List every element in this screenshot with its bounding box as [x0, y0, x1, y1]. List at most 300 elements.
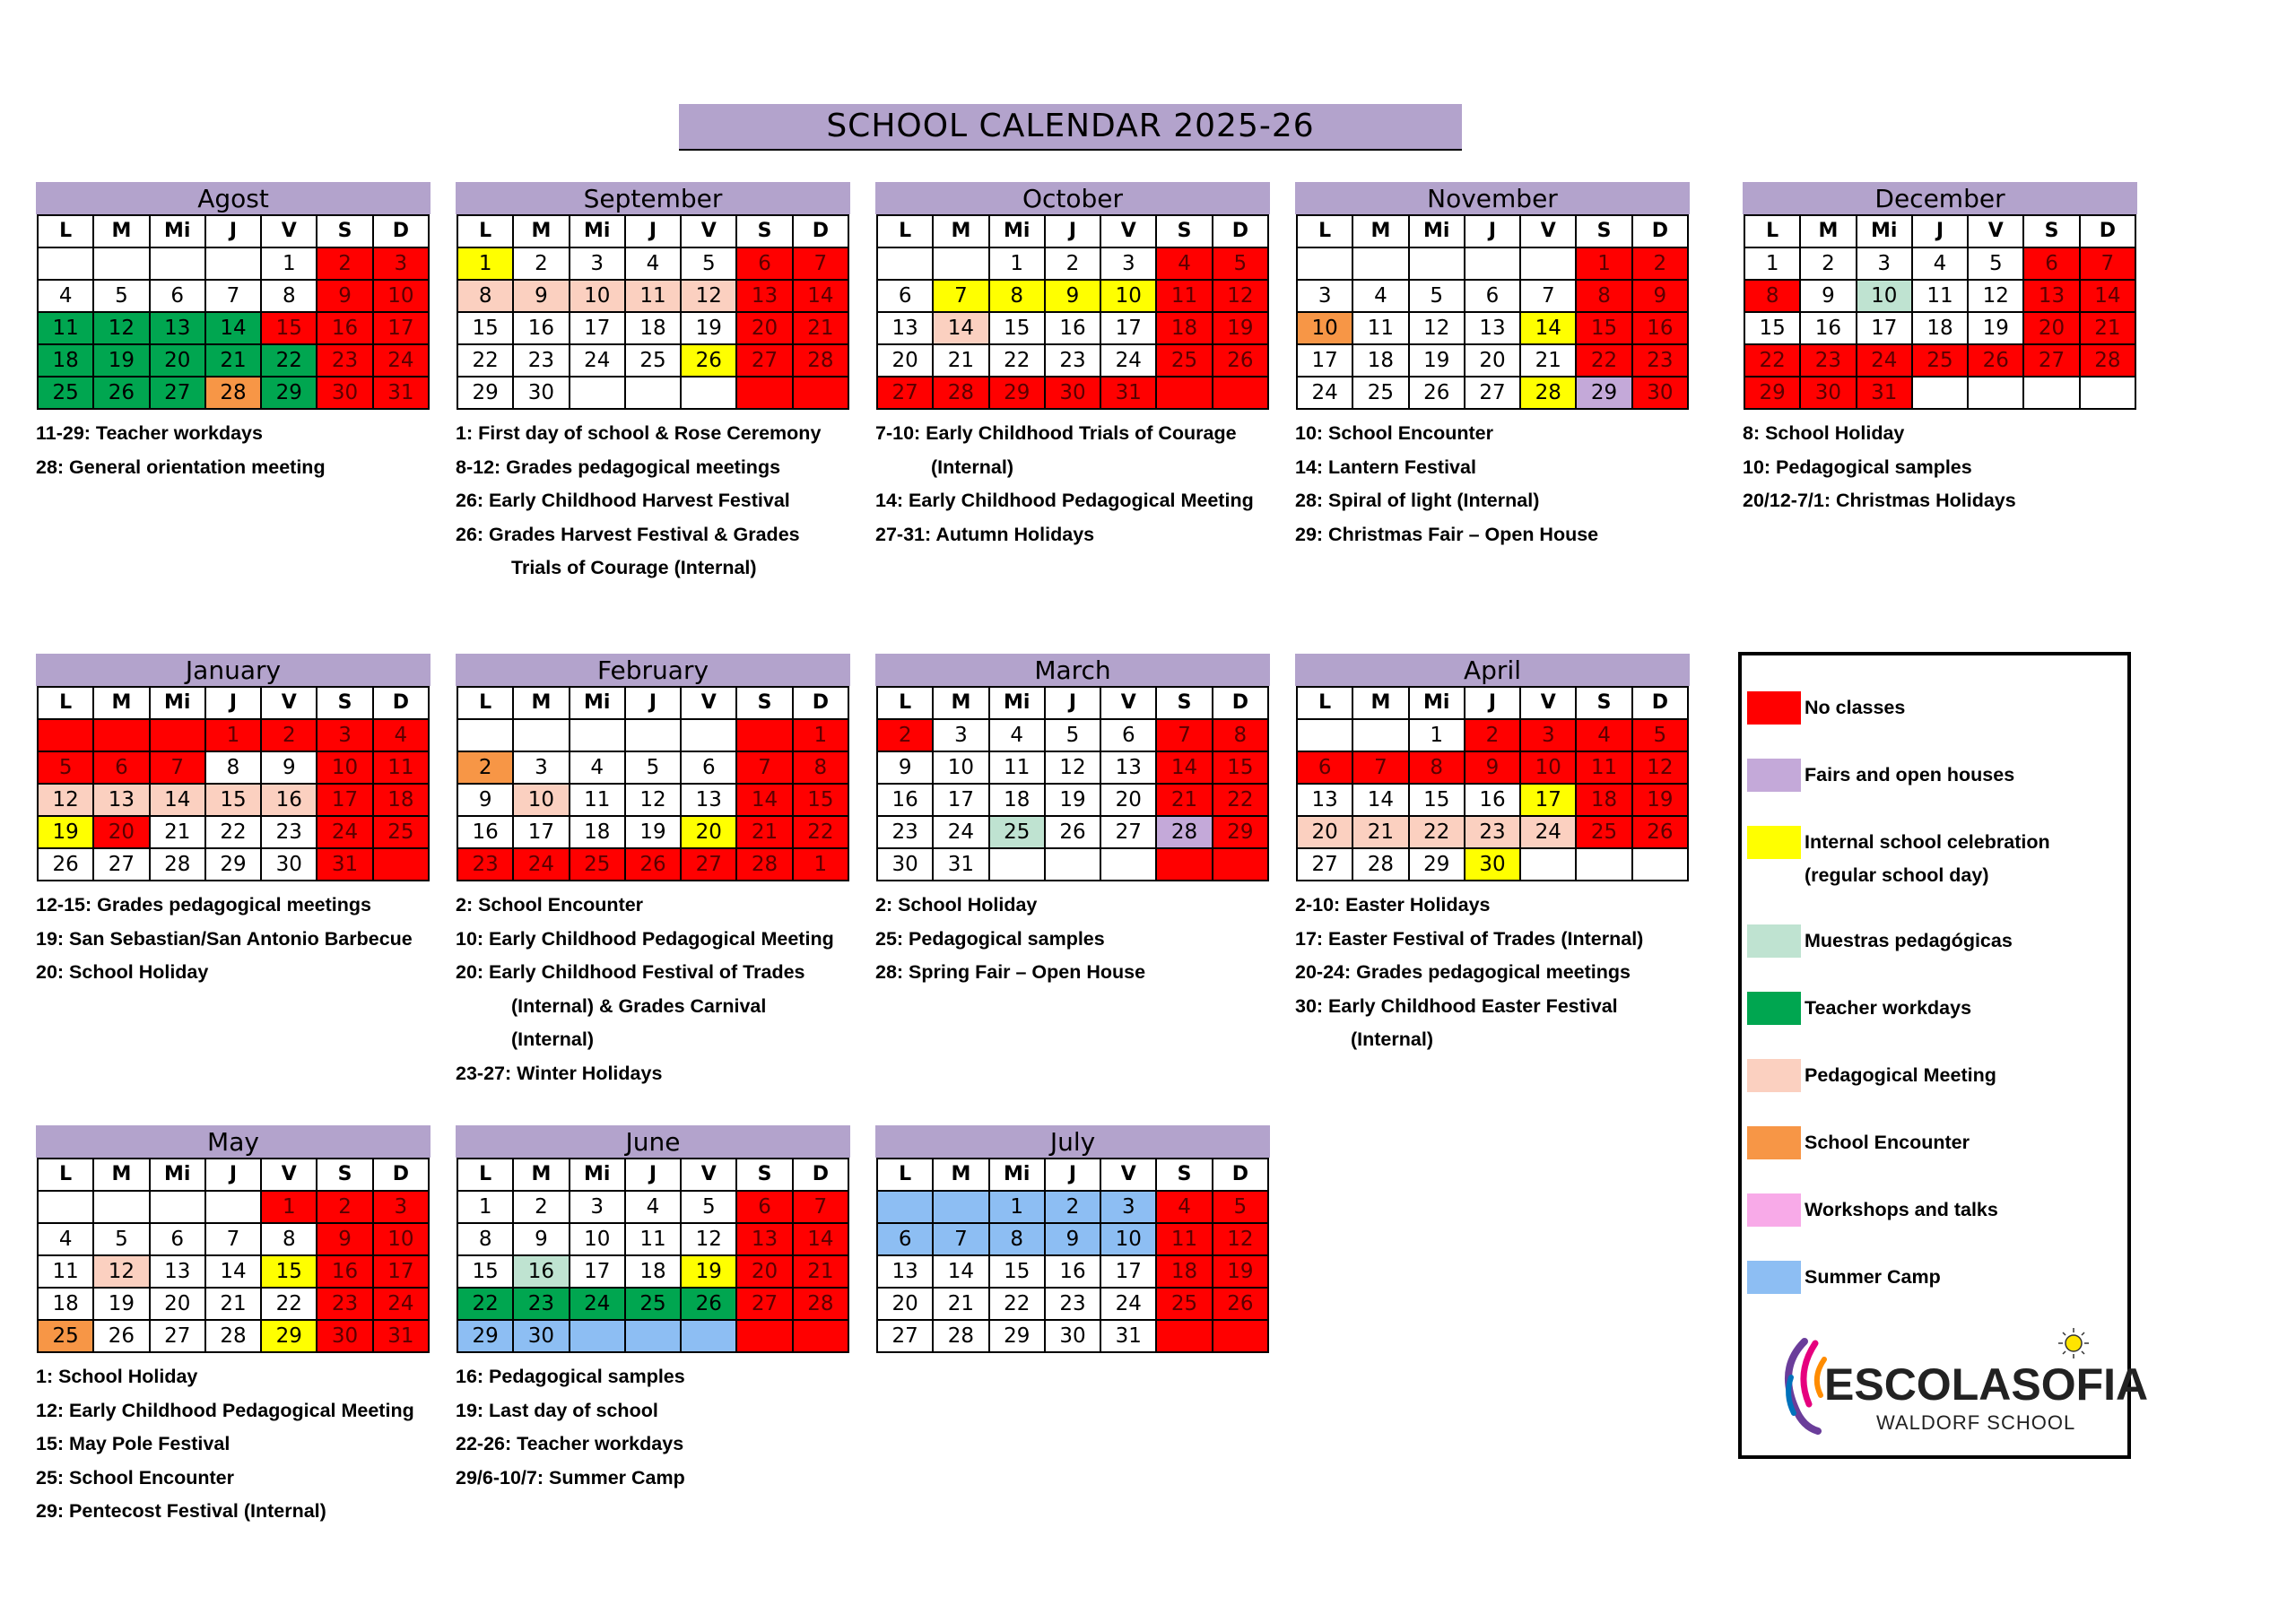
weekday-header: L	[1744, 215, 1800, 247]
day-cell: 31	[317, 848, 372, 881]
month-notes	[36, 889, 430, 990]
day-cell: 14	[150, 784, 205, 816]
day-cell: 22	[261, 344, 317, 377]
week-row	[457, 784, 848, 816]
weekday-header: J	[625, 215, 681, 247]
week-row	[457, 1288, 848, 1320]
day-cell: 19	[1632, 784, 1688, 816]
day-cell: 7	[736, 751, 792, 784]
day-cell: 16	[877, 784, 933, 816]
day-cell: 9	[457, 784, 513, 816]
week-row	[877, 751, 1268, 784]
day-cell: 17	[373, 312, 429, 344]
weekday-header: S	[1576, 687, 1631, 719]
weekday-header: M	[513, 1159, 569, 1191]
day-cell: 21	[793, 312, 848, 344]
day-cell: 28	[933, 377, 988, 409]
day-cell: 7	[1352, 751, 1408, 784]
day-cell: 6	[736, 1191, 792, 1223]
day-cell	[1213, 1320, 1268, 1352]
note-line: (Internal) & Grades Carnival	[511, 994, 767, 1017]
day-cell: 26	[1409, 377, 1465, 409]
note-line: 12-15: Grades pedagogical meetings	[36, 894, 371, 916]
day-cell	[877, 247, 933, 280]
day-cell: 5	[93, 1223, 149, 1255]
day-cell	[1576, 848, 1631, 881]
day-cell: 11	[989, 751, 1045, 784]
day-cell: 30	[513, 1320, 569, 1352]
day-cell: 22	[1744, 344, 1800, 377]
month-table	[37, 1158, 430, 1353]
note-line: 8: School Holiday	[1743, 422, 1905, 444]
weekday-header: V	[1100, 1159, 1156, 1191]
weekday-header: D	[1632, 687, 1688, 719]
day-cell: 18	[1352, 344, 1408, 377]
day-cell: 17	[933, 784, 988, 816]
week-row	[38, 848, 429, 881]
note-line: 28: General orientation meeting	[36, 456, 326, 478]
day-cell: 14	[933, 312, 988, 344]
month-notes	[875, 889, 1270, 990]
day-cell: 6	[877, 280, 933, 312]
day-cell: 6	[1465, 280, 1520, 312]
day-cell: 27	[1297, 848, 1352, 881]
day-cell: 20	[93, 816, 149, 848]
day-cell: 5	[93, 280, 149, 312]
day-cell	[457, 719, 513, 751]
day-cell: 4	[38, 280, 93, 312]
weekday-header: S	[317, 215, 372, 247]
note-line: 14: Early Childhood Pedagogical Meeting	[875, 490, 1254, 511]
month-agost	[36, 182, 430, 484]
note-line: 25: School Encounter	[36, 1466, 235, 1488]
month-notes	[36, 1360, 430, 1529]
day-cell: 3	[1100, 1191, 1156, 1223]
day-cell: 3	[933, 719, 988, 751]
month-table	[457, 1158, 849, 1353]
day-cell: 30	[513, 377, 569, 409]
day-cell: 25	[1912, 344, 1968, 377]
day-cell: 3	[1857, 247, 1912, 280]
note-line: 29: Christmas Fair – Open House	[1295, 523, 1599, 545]
day-cell: 8	[261, 280, 317, 312]
week-row	[457, 816, 848, 848]
day-cell: 29	[1576, 377, 1631, 409]
day-cell	[373, 848, 429, 881]
weekday-header: V	[261, 215, 317, 247]
day-cell: 25	[570, 848, 625, 881]
day-cell	[1100, 848, 1156, 881]
week-row	[457, 751, 848, 784]
month-october	[875, 182, 1270, 551]
week-row	[38, 1223, 429, 1255]
note-line: 11-29: Teacher workdays	[36, 422, 263, 444]
day-cell: 16	[317, 312, 372, 344]
day-cell: 21	[2080, 312, 2135, 344]
month-may	[36, 1125, 430, 1529]
day-cell: 30	[877, 848, 933, 881]
day-cell: 12	[681, 280, 736, 312]
month-table	[876, 214, 1269, 410]
weekday-header: J	[1045, 215, 1100, 247]
weekday-header: J	[1045, 687, 1100, 719]
month-notes	[456, 889, 850, 1090]
day-cell: 9	[1632, 280, 1688, 312]
day-cell: 26	[625, 848, 681, 881]
day-cell: 4	[373, 719, 429, 751]
day-cell: 8	[261, 1223, 317, 1255]
day-cell: 11	[570, 784, 625, 816]
day-cell: 18	[38, 1288, 93, 1320]
day-cell: 31	[373, 1320, 429, 1352]
day-cell: 16	[457, 816, 513, 848]
day-cell: 27	[877, 1320, 933, 1352]
day-cell: 8	[457, 1223, 513, 1255]
day-cell: 25	[1156, 344, 1212, 377]
day-cell	[681, 377, 736, 409]
weekday-header: J	[625, 1159, 681, 1191]
day-cell: 18	[1912, 312, 1968, 344]
weekday-header: L	[877, 1159, 933, 1191]
week-row	[1297, 784, 1688, 816]
day-cell: 6	[93, 751, 149, 784]
week-row	[38, 280, 429, 312]
day-cell: 15	[1213, 751, 1268, 784]
day-cell	[877, 1191, 933, 1223]
day-cell: 2	[457, 751, 513, 784]
legend-swatch	[1747, 691, 1801, 725]
note-line: 29: Pentecost Festival (Internal)	[36, 1500, 326, 1522]
day-cell: 7	[793, 1191, 848, 1223]
day-cell: 15	[457, 312, 513, 344]
day-cell	[2080, 377, 2135, 409]
month-notes	[1295, 417, 1690, 551]
day-cell: 31	[933, 848, 988, 881]
legend-swatch	[1747, 1193, 1801, 1227]
day-cell: 10	[317, 751, 372, 784]
note-line: 19: Last day of school	[456, 1399, 658, 1421]
day-cell: 23	[1045, 1288, 1100, 1320]
day-cell: 15	[261, 1255, 317, 1288]
day-cell: 10	[933, 751, 988, 784]
week-row	[1297, 719, 1688, 751]
day-cell: 10	[1100, 1223, 1156, 1255]
legend-swatch	[1747, 1261, 1801, 1294]
day-cell: 3	[373, 247, 429, 280]
week-row	[1297, 751, 1688, 784]
day-cell: 29	[205, 848, 261, 881]
weekday-header: Mi	[150, 687, 205, 719]
day-cell: 9	[513, 1223, 569, 1255]
day-cell: 15	[989, 1255, 1045, 1288]
week-row	[1297, 848, 1688, 881]
day-cell: 21	[205, 344, 261, 377]
day-cell: 17	[1520, 784, 1576, 816]
legend-label: No classes	[1805, 697, 1906, 718]
weekday-header: M	[93, 687, 149, 719]
day-cell: 14	[793, 280, 848, 312]
month-table	[1296, 686, 1689, 881]
weekday-header: J	[1912, 215, 1968, 247]
weekday-header: Mi	[1409, 687, 1465, 719]
day-cell	[1632, 848, 1688, 881]
weekday-header: L	[38, 215, 93, 247]
day-cell	[1213, 848, 1268, 881]
day-cell: 29	[457, 1320, 513, 1352]
note-line: 10: Early Childhood Pedagogical Meeting	[456, 927, 834, 950]
day-cell: 23	[1632, 344, 1688, 377]
weekday-header: Mi	[1857, 215, 1912, 247]
day-cell: 17	[513, 816, 569, 848]
weekday-header: J	[1465, 687, 1520, 719]
day-cell: 16	[513, 1255, 569, 1288]
day-cell: 15	[205, 784, 261, 816]
day-cell: 4	[625, 1191, 681, 1223]
day-cell: 8	[1213, 719, 1268, 751]
day-cell: 26	[93, 377, 149, 409]
week-row	[38, 816, 429, 848]
day-cell: 24	[570, 344, 625, 377]
day-cell: 4	[1912, 247, 1968, 280]
note-line: 2: School Holiday	[875, 894, 1038, 916]
day-cell: 9	[1045, 280, 1100, 312]
weekday-header: V	[1968, 215, 2023, 247]
day-cell: 6	[681, 751, 736, 784]
day-cell: 11	[625, 1223, 681, 1255]
day-cell	[150, 247, 205, 280]
day-cell: 20	[150, 1288, 205, 1320]
month-title: December	[1743, 182, 2137, 214]
day-cell: 1	[989, 247, 1045, 280]
day-cell: 25	[1576, 816, 1631, 848]
week-row	[877, 247, 1268, 280]
day-cell: 15	[989, 312, 1045, 344]
weekday-header: Mi	[989, 1159, 1045, 1191]
day-cell: 12	[1968, 280, 2023, 312]
day-cell: 23	[513, 1288, 569, 1320]
day-cell: 5	[1409, 280, 1465, 312]
day-cell: 11	[1576, 751, 1631, 784]
note-line: 15: May Pole Festival	[36, 1433, 230, 1454]
weekday-header: M	[513, 215, 569, 247]
day-cell	[1968, 377, 2023, 409]
note-line: 20-24: Grades pedagogical meetings	[1295, 961, 1631, 983]
month-table	[37, 686, 430, 881]
day-cell: 9	[513, 280, 569, 312]
day-cell: 26	[681, 344, 736, 377]
day-cell: 14	[205, 1255, 261, 1288]
day-cell: 10	[1520, 751, 1576, 784]
week-row	[457, 377, 848, 409]
day-cell: 1	[457, 247, 513, 280]
week-row	[877, 344, 1268, 377]
day-cell: 29	[1213, 816, 1268, 848]
day-cell: 23	[457, 848, 513, 881]
day-cell: 22	[261, 1288, 317, 1320]
day-cell: 2	[513, 247, 569, 280]
day-cell: 24	[933, 816, 988, 848]
month-july	[875, 1125, 1270, 1360]
day-cell	[93, 1191, 149, 1223]
month-table	[1296, 214, 1689, 410]
weekday-header: M	[933, 1159, 988, 1191]
weekday-header: L	[1297, 687, 1352, 719]
weekday-header: D	[373, 1159, 429, 1191]
week-row	[457, 1223, 848, 1255]
day-cell	[1156, 848, 1212, 881]
day-cell: 4	[989, 719, 1045, 751]
week-row	[38, 344, 429, 377]
day-cell: 12	[1632, 751, 1688, 784]
day-cell: 8	[205, 751, 261, 784]
week-row	[1744, 344, 2135, 377]
day-cell: 14	[2080, 280, 2135, 312]
day-cell: 2	[1045, 247, 1100, 280]
legend-label: School Encounter	[1805, 1132, 1970, 1153]
day-cell: 19	[1045, 784, 1100, 816]
day-cell: 21	[793, 1255, 848, 1288]
weekday-header: V	[681, 687, 736, 719]
week-row	[38, 719, 429, 751]
day-cell: 20	[736, 312, 792, 344]
day-cell: 19	[1409, 344, 1465, 377]
day-cell: 17	[570, 1255, 625, 1288]
day-cell: 16	[1045, 1255, 1100, 1288]
weekday-header: S	[1576, 215, 1631, 247]
week-row	[1297, 312, 1688, 344]
day-cell: 17	[1857, 312, 1912, 344]
day-cell: 11	[1156, 280, 1212, 312]
day-cell: 18	[625, 1255, 681, 1288]
day-cell: 12	[1409, 312, 1465, 344]
legend-label: Internal school celebration	[1805, 831, 2050, 853]
weekday-header: M	[93, 1159, 149, 1191]
month-march	[875, 654, 1270, 990]
note-line: 28: Spiral of light (Internal)	[1295, 490, 1540, 511]
day-cell: 14	[736, 784, 792, 816]
day-cell: 11	[625, 280, 681, 312]
day-cell: 18	[373, 784, 429, 816]
day-cell: 25	[38, 1320, 93, 1352]
day-cell: 3	[1100, 247, 1156, 280]
day-cell	[570, 1320, 625, 1352]
day-cell: 13	[2023, 280, 2079, 312]
day-cell: 12	[38, 784, 93, 816]
day-cell: 1	[1744, 247, 1800, 280]
day-cell: 15	[1409, 784, 1465, 816]
day-cell	[1352, 719, 1408, 751]
day-cell: 24	[1520, 816, 1576, 848]
weekday-header: D	[373, 215, 429, 247]
week-row	[877, 816, 1268, 848]
day-cell: 31	[1100, 377, 1156, 409]
day-cell: 7	[150, 751, 205, 784]
note-line: 7-10: Early Childhood Trials of Courage	[875, 422, 1237, 444]
day-cell: 16	[1632, 312, 1688, 344]
day-cell: 13	[1465, 312, 1520, 344]
day-cell: 28	[1156, 816, 1212, 848]
day-cell: 2	[317, 1191, 372, 1223]
day-cell: 8	[1409, 751, 1465, 784]
day-cell: 24	[1100, 1288, 1156, 1320]
legend-label: Teacher workdays	[1805, 997, 1972, 1019]
day-cell: 6	[877, 1223, 933, 1255]
weekday-header: D	[1632, 215, 1688, 247]
day-cell: 13	[150, 312, 205, 344]
week-row	[1297, 280, 1688, 312]
day-cell: 3	[570, 1191, 625, 1223]
day-cell	[513, 719, 569, 751]
day-cell: 12	[1213, 280, 1268, 312]
week-row	[38, 784, 429, 816]
day-cell: 19	[1213, 1255, 1268, 1288]
day-cell	[1912, 377, 1968, 409]
weekday-header: Mi	[570, 215, 625, 247]
day-cell: 18	[38, 344, 93, 377]
day-cell	[205, 1191, 261, 1223]
note-line: Trials of Courage (Internal)	[511, 557, 757, 578]
day-cell: 30	[317, 1320, 372, 1352]
day-cell: 1	[205, 719, 261, 751]
weekday-header: J	[205, 687, 261, 719]
day-cell: 28	[736, 848, 792, 881]
legend-swatch	[1747, 1126, 1801, 1159]
day-cell	[933, 1191, 988, 1223]
weekday-header: S	[317, 687, 372, 719]
day-cell: 5	[1213, 1191, 1268, 1223]
week-row	[1744, 377, 2135, 409]
day-cell: 5	[625, 751, 681, 784]
day-cell: 30	[1800, 377, 1856, 409]
note-line: 12: Early Childhood Pedagogical Meeting	[36, 1399, 414, 1421]
day-cell: 19	[625, 816, 681, 848]
school-logo	[1769, 1324, 2149, 1440]
day-cell: 28	[205, 377, 261, 409]
day-cell: 26	[1213, 1288, 1268, 1320]
note-line: 19: San Sebastian/San Antonio Barbecue	[36, 927, 413, 950]
day-cell: 3	[1297, 280, 1352, 312]
day-cell: 28	[793, 1288, 848, 1320]
day-cell: 6	[736, 247, 792, 280]
month-january	[36, 654, 430, 990]
day-cell: 22	[989, 344, 1045, 377]
day-cell: 18	[625, 312, 681, 344]
day-cell: 24	[1857, 344, 1912, 377]
day-cell: 10	[373, 1223, 429, 1255]
weekday-header: J	[1465, 215, 1520, 247]
week-row	[457, 719, 848, 751]
day-cell: 29	[261, 377, 317, 409]
day-cell: 16	[1800, 312, 1856, 344]
week-row	[877, 1223, 1268, 1255]
month-table	[1744, 214, 2136, 410]
day-cell: 21	[933, 1288, 988, 1320]
day-cell	[150, 1191, 205, 1223]
week-row	[877, 312, 1268, 344]
day-cell: 20	[2023, 312, 2079, 344]
day-cell: 28	[1520, 377, 1576, 409]
week-row	[1744, 312, 2135, 344]
weekday-header: V	[1520, 215, 1576, 247]
day-cell: 16	[1465, 784, 1520, 816]
weekday-header: M	[933, 687, 988, 719]
day-cell: 8	[1744, 280, 1800, 312]
day-cell: 9	[317, 1223, 372, 1255]
day-cell: 9	[1465, 751, 1520, 784]
note-line: 27-31: Autumn Holidays	[875, 523, 1095, 545]
day-cell: 7	[205, 1223, 261, 1255]
day-cell: 22	[989, 1288, 1045, 1320]
